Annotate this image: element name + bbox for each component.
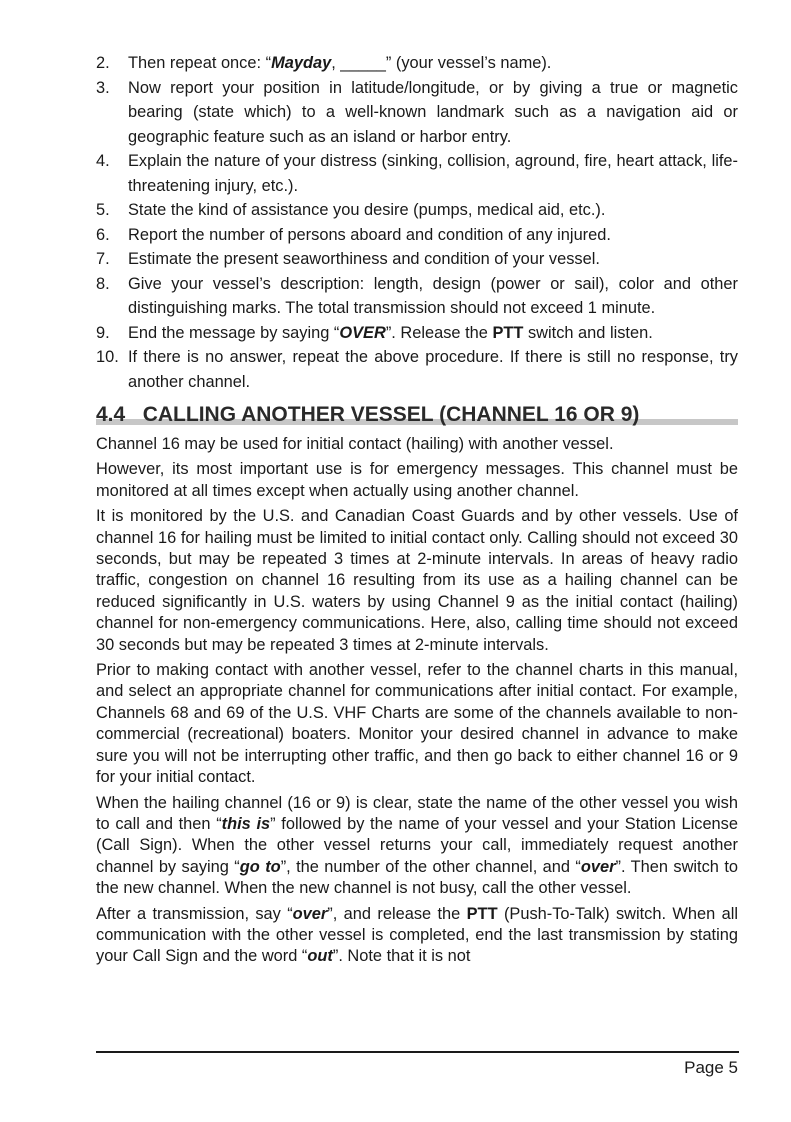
list-item bbox=[96, 223, 738, 248]
over-emphasis: OVER bbox=[339, 323, 386, 342]
step-text: Explain the nature of your distress (sinking, collision, aground, fire, heart attack, life-threatening injury, etc.). bbox=[128, 152, 738, 195]
step-number: 2. bbox=[96, 54, 110, 72]
text-run: After a transmission, say “ bbox=[96, 904, 293, 923]
text-run: ”. Then switch to the new channel. When the new channel is not busy, call the other vessel. bbox=[96, 857, 738, 898]
list-item bbox=[96, 149, 738, 198]
list-item bbox=[96, 51, 738, 76]
step-text: ”. Release the bbox=[385, 323, 493, 342]
text-run: When the hailing channel (16 or 9) is clear, state the name of the other vessel you wish to call and then “ bbox=[96, 793, 738, 833]
step-text: State the kind of assistance you desire (pumps, medical aid, etc.). bbox=[128, 201, 606, 219]
section-heading bbox=[96, 402, 738, 430]
text-run: (Push-To-Talk) switch. When all communication with the other vessel is completed, end the last transmission by stating your Call Sign and the word “ bbox=[96, 904, 738, 966]
step-text: switch and listen. bbox=[523, 323, 653, 342]
step-text: End the message by saying “ bbox=[128, 323, 340, 342]
paragraph bbox=[96, 793, 738, 900]
step-number: 9. bbox=[96, 323, 110, 342]
ptt-emphasis: PTT bbox=[466, 904, 498, 923]
step-number: 6. bbox=[96, 225, 110, 244]
list-item bbox=[96, 321, 738, 346]
step-text: Now report your position in latitude/longitude, or by giving a true or magnetic bearing (state which) to a well-known landmark such as a navigation aid or geographic feature such as an island or harbor entry. bbox=[128, 78, 738, 146]
paragraph: Prior to making contact with another vessel, refer to the channel charts in this manual, and select an appropriate channel for communications after initial contact. For example, Channels 68 and 69 of the U.S. VHF Charts are some of the channels available to non-commercial (recreational) boaters. Monitor your desired channel in advance to make sure you will not be interrupting other traffic, and then go back to either channel 16 or 9 for your initial contact. bbox=[96, 661, 738, 787]
paragraph bbox=[96, 904, 738, 968]
mayday-emphasis: Mayday bbox=[271, 54, 332, 72]
text-run: ”, the number of the other channel, and “ bbox=[280, 857, 581, 876]
step-text: Then repeat once: “ bbox=[128, 54, 272, 72]
go-to-emphasis: go to bbox=[239, 857, 281, 876]
list-item bbox=[96, 247, 738, 272]
out-emphasis: out bbox=[307, 947, 333, 966]
step-number: 7. bbox=[96, 250, 110, 268]
section-title bbox=[96, 402, 639, 428]
manual-page bbox=[96, 51, 738, 968]
step-text: Report the number of persons aboard and condition of any injured. bbox=[128, 225, 611, 244]
text-run: ”. Note that it is not bbox=[332, 947, 471, 966]
footer-divider bbox=[96, 1051, 739, 1053]
section-number: 4.4 bbox=[96, 403, 126, 426]
over-emphasis: over bbox=[292, 904, 328, 923]
step-number: 4. bbox=[96, 152, 110, 170]
step-number: 10. bbox=[96, 348, 119, 366]
step-text: If there is no answer, repeat the above procedure. If there is still no response, try another channel. bbox=[128, 348, 738, 391]
step-text: , _____” (your vessel’s name). bbox=[331, 54, 552, 72]
step-text: Give your vessel’s description: length, design (power or sail), color and other distinguishing marks. The total transmission should not exceed 1 minute. bbox=[128, 274, 738, 317]
mayday-steps-list bbox=[96, 51, 738, 394]
over-emphasis: over bbox=[580, 857, 616, 876]
paragraph: It is monitored by the U.S. and Canadian Coast Guards and by other vessels. Use of channel 16 for hailing must be limited to initial contact only. Calling should not exceed 30 seconds, but may be repeated 3 times at 2-minute intervals. In areas of heavy radio traffic, congestion on channel 16 resulting from its use as a hailing channel can be reduced significantly in U.S. waters by using Channel 9 as the initial contact (hailing) channel for non-emergency communications. Here, also, calling time should not exceed 30 seconds but may be repeated 3 times at 2-minute intervals. bbox=[96, 507, 738, 654]
page-number: Page 5 bbox=[684, 1058, 738, 1077]
paragraph: However, its most important use is for emergency messages. This channel must be monitored at all times except when actually using another channel. bbox=[96, 460, 738, 500]
text-run: ”, and release the bbox=[327, 904, 467, 923]
list-item bbox=[96, 198, 738, 223]
step-text: Estimate the present seaworthiness and condition of your vessel. bbox=[128, 250, 600, 268]
this-is-emphasis: this is bbox=[221, 814, 271, 833]
step-number: 3. bbox=[96, 78, 110, 97]
list-item bbox=[96, 345, 738, 394]
text-run: ” followed by the name of your vessel and your Station License (Call Sign). When the other vessel returns your call, immediately request another channel by saying “ bbox=[96, 814, 738, 876]
list-item bbox=[96, 272, 738, 321]
step-number: 8. bbox=[96, 274, 110, 293]
list-item bbox=[96, 76, 738, 150]
section-title-text: CALLING ANOTHER VESSEL (CHANNEL 16 OR 9) bbox=[142, 403, 640, 426]
paragraph: Channel 16 may be used for initial contact (hailing) with another vessel. bbox=[96, 435, 614, 453]
ptt-emphasis: PTT bbox=[492, 323, 524, 342]
step-number: 5. bbox=[96, 201, 110, 219]
